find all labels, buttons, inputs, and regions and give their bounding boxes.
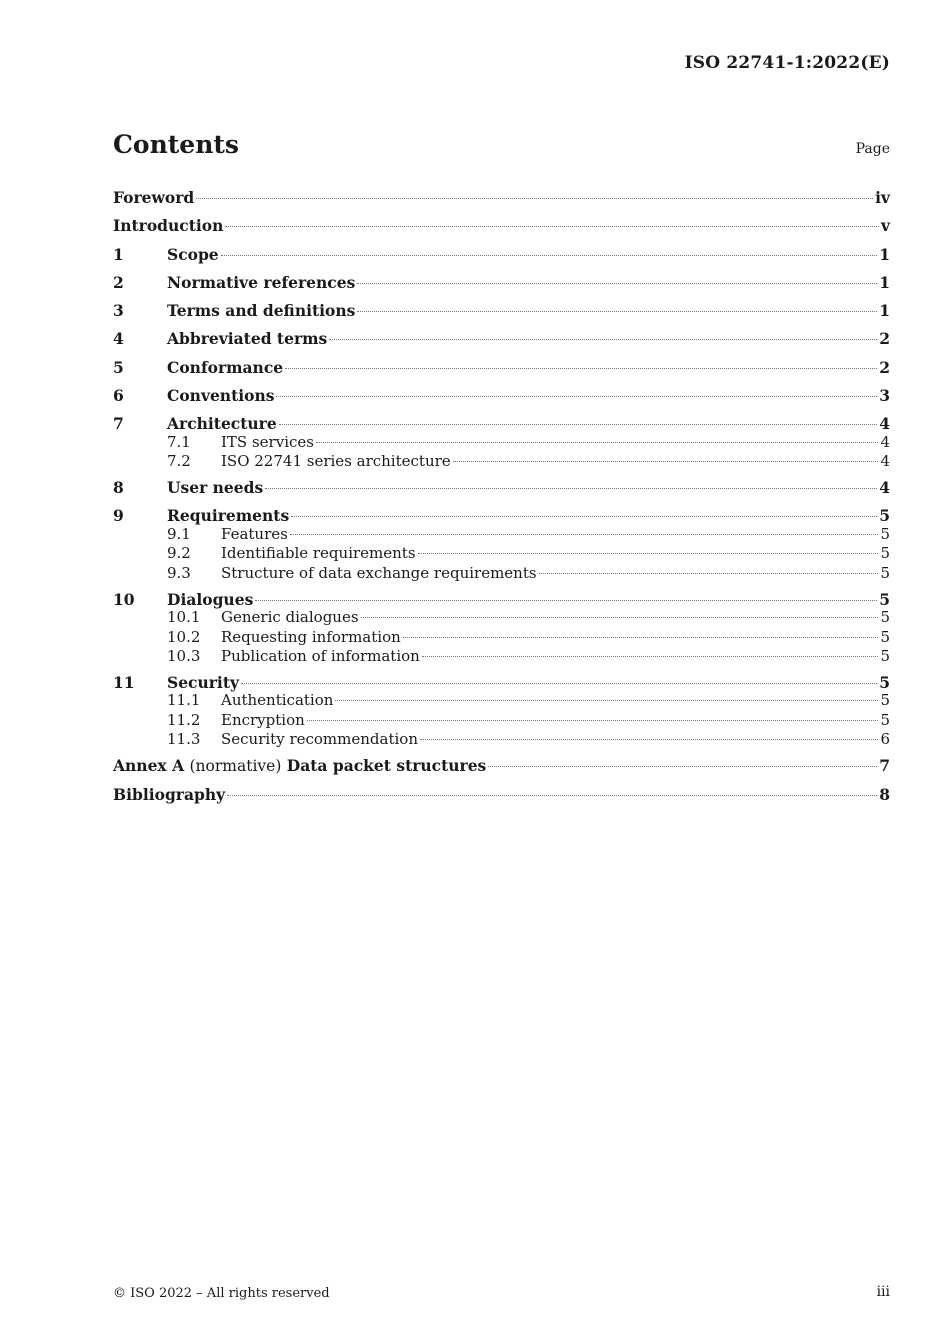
toc-entry-title: User needs <box>167 478 264 498</box>
toc-leader-dots <box>422 656 879 657</box>
toc-leader-dots <box>361 617 879 618</box>
toc-entry-page: 5 <box>879 673 890 693</box>
toc-entry-number: 2 <box>113 272 124 292</box>
toc-leader-dots <box>241 683 877 684</box>
toc-entry-number: 11.3 <box>167 730 201 749</box>
toc-entry-page: 1 <box>879 244 890 264</box>
toc-entry-title: Encryption <box>221 710 305 729</box>
toc-entry-title: Publication of information <box>221 647 420 666</box>
annex-label: Annex A <box>113 756 185 776</box>
toc-subentry[interactable] <box>113 691 890 711</box>
toc-entry-number: 9.1 <box>167 524 191 543</box>
toc-leader-dots <box>221 255 878 256</box>
toc-entry-title: Requesting information <box>221 627 401 646</box>
toc-leader-dots <box>335 700 878 701</box>
toc-entry-number: 9.2 <box>167 544 191 563</box>
toc-entry-number: 10 <box>113 589 135 609</box>
toc-entry-number: 10.2 <box>167 627 201 646</box>
toc-entry-title: Identifiable requirements <box>221 544 416 563</box>
toc-entry[interactable] <box>113 325 890 353</box>
toc-entry-number: 9.3 <box>167 563 191 582</box>
toc-entry-number: 9 <box>113 506 124 526</box>
toc-leader-dots <box>307 720 879 721</box>
toc-entry-page: 1 <box>879 301 890 321</box>
document-id: ISO 22741-1:2022(E) <box>684 53 890 73</box>
toc-entry-number: 7 <box>113 414 124 434</box>
toc-subentry[interactable] <box>113 564 890 586</box>
toc-entry-title: Normative references <box>167 272 356 292</box>
toc-leader-dots <box>539 573 879 574</box>
toc-entry-number: 1 <box>113 244 124 264</box>
toc-entry-title: Foreword <box>113 188 195 207</box>
toc-entry[interactable] <box>113 184 890 212</box>
annex-title: Data packet structures <box>286 756 487 776</box>
toc-entry-number: 4 <box>113 329 124 349</box>
toc-leader-dots <box>357 311 877 312</box>
toc-entry-number: 11 <box>113 673 135 693</box>
toc-entry-page: 5 <box>879 589 890 609</box>
toc-leader-dots <box>488 766 877 767</box>
table-of-contents <box>113 184 890 809</box>
toc-entry[interactable] <box>113 269 890 297</box>
toc-entry-page: 5 <box>880 647 890 666</box>
toc-entry-page: 4 <box>880 432 890 451</box>
toc-subentry[interactable] <box>113 730 890 752</box>
toc-entry-page: 6 <box>880 730 890 749</box>
toc-subentry[interactable] <box>113 628 890 648</box>
toc-entry-page: 8 <box>879 784 890 804</box>
toc-leader-dots <box>196 198 873 199</box>
toc-entry-title: Terms and definitions <box>167 301 356 321</box>
page-column-label: Page <box>855 141 890 157</box>
toc-entry-title: Conformance <box>167 357 284 377</box>
toc-leader-dots <box>291 516 877 517</box>
toc-entry-annex[interactable] <box>113 752 890 780</box>
toc-entry[interactable] <box>113 382 890 410</box>
toc-subentry[interactable] <box>113 452 890 474</box>
toc-entry-page: 3 <box>879 386 890 406</box>
toc-entry-number: 10.3 <box>167 647 201 666</box>
toc-entry-number: 7.2 <box>167 452 191 471</box>
toc-entry-title: Security recommendation <box>221 730 418 749</box>
toc-entry-title: Authentication <box>221 691 334 710</box>
toc-entry-page: 4 <box>879 478 890 498</box>
toc-leader-dots <box>279 424 877 425</box>
toc-entry-title: Architecture <box>167 414 277 434</box>
toc-leader-dots <box>420 739 878 740</box>
toc-entry-number: 3 <box>113 301 124 321</box>
toc-entry-title: Dialogues <box>167 589 254 609</box>
toc-leader-dots <box>227 795 877 796</box>
toc-leader-dots <box>316 442 878 443</box>
toc-entry-page: 5 <box>879 506 890 526</box>
toc-entry-page: 5 <box>880 544 890 563</box>
toc-entry[interactable] <box>113 354 890 382</box>
toc-entry-title: Scope <box>167 244 219 264</box>
toc-leader-dots <box>285 368 877 369</box>
toc-leader-dots <box>255 600 877 601</box>
toc-entry-page: 5 <box>880 608 890 627</box>
toc-entry-page: 4 <box>880 452 890 471</box>
toc-entry-page: iv <box>875 188 890 207</box>
toc-entry[interactable] <box>113 241 890 269</box>
toc-entry-page: 1 <box>879 272 890 292</box>
toc-leader-dots <box>225 226 879 227</box>
toc-entry-title: Security <box>167 673 239 693</box>
toc-subentry[interactable] <box>113 525 890 545</box>
toc-entry-page: v <box>880 216 890 236</box>
toc-leader-dots <box>357 283 877 284</box>
toc-entry-page: 5 <box>880 563 890 582</box>
toc-entry-title <box>113 752 486 780</box>
toc-subentry[interactable] <box>113 608 890 628</box>
annex-qualifier: (normative) <box>189 757 282 776</box>
toc-entry[interactable] <box>113 474 890 502</box>
toc-entry-number: 8 <box>113 478 124 498</box>
toc-entry-page: 5 <box>880 691 890 710</box>
toc-entry[interactable] <box>113 297 890 325</box>
toc-entry-number: 10.1 <box>167 608 201 627</box>
toc-entry-title: Abbreviated terms <box>167 329 328 349</box>
toc-entry-title: ITS services <box>221 432 314 451</box>
toc-subentry[interactable] <box>113 711 890 731</box>
toc-entry-title: Requirements <box>167 506 290 526</box>
toc-leader-dots <box>453 461 879 462</box>
toc-entry-title: Bibliography <box>113 784 226 804</box>
toc-entry-title: Generic dialogues <box>221 608 359 627</box>
toc-entry-title: Features <box>221 524 288 543</box>
toc-entry-title: Introduction <box>113 216 224 236</box>
toc-entry-page: 2 <box>879 357 890 377</box>
toc-entry-page: 7 <box>879 756 890 776</box>
toc-entry-page: 5 <box>880 627 890 646</box>
toc-subentry[interactable] <box>113 433 890 453</box>
page-number: iii <box>876 1284 890 1300</box>
toc-entry-page: 5 <box>880 524 890 543</box>
toc-entry-page: 5 <box>880 710 890 729</box>
toc-leader-dots <box>418 553 879 554</box>
page-title: Contents <box>113 130 240 159</box>
toc-leader-dots <box>290 534 879 535</box>
toc-entry-number: 11.1 <box>167 691 201 710</box>
toc-entry-number: 5 <box>113 357 124 377</box>
toc-entry-bibliography[interactable] <box>113 781 890 809</box>
toc-subentry[interactable] <box>113 647 890 669</box>
toc-entry-title: Structure of data exchange requirements <box>221 563 537 582</box>
toc-entry-title: Conventions <box>167 386 275 406</box>
toc-entry-number: 6 <box>113 386 124 406</box>
toc-entry[interactable] <box>113 212 890 240</box>
toc-subentry[interactable] <box>113 544 890 564</box>
toc-entry-number: 11.2 <box>167 710 201 729</box>
toc-entry-page: 4 <box>879 414 890 434</box>
copyright-notice: © ISO 2022 – All rights reserved <box>113 1286 330 1301</box>
toc-entry-title: ISO 22741 series architecture <box>221 452 451 471</box>
toc-leader-dots <box>276 396 877 397</box>
toc-entry-page: 2 <box>879 329 890 349</box>
toc-leader-dots <box>329 339 877 340</box>
toc-leader-dots <box>403 637 879 638</box>
toc-leader-dots <box>265 488 877 489</box>
toc-entry-number: 7.1 <box>167 432 191 451</box>
